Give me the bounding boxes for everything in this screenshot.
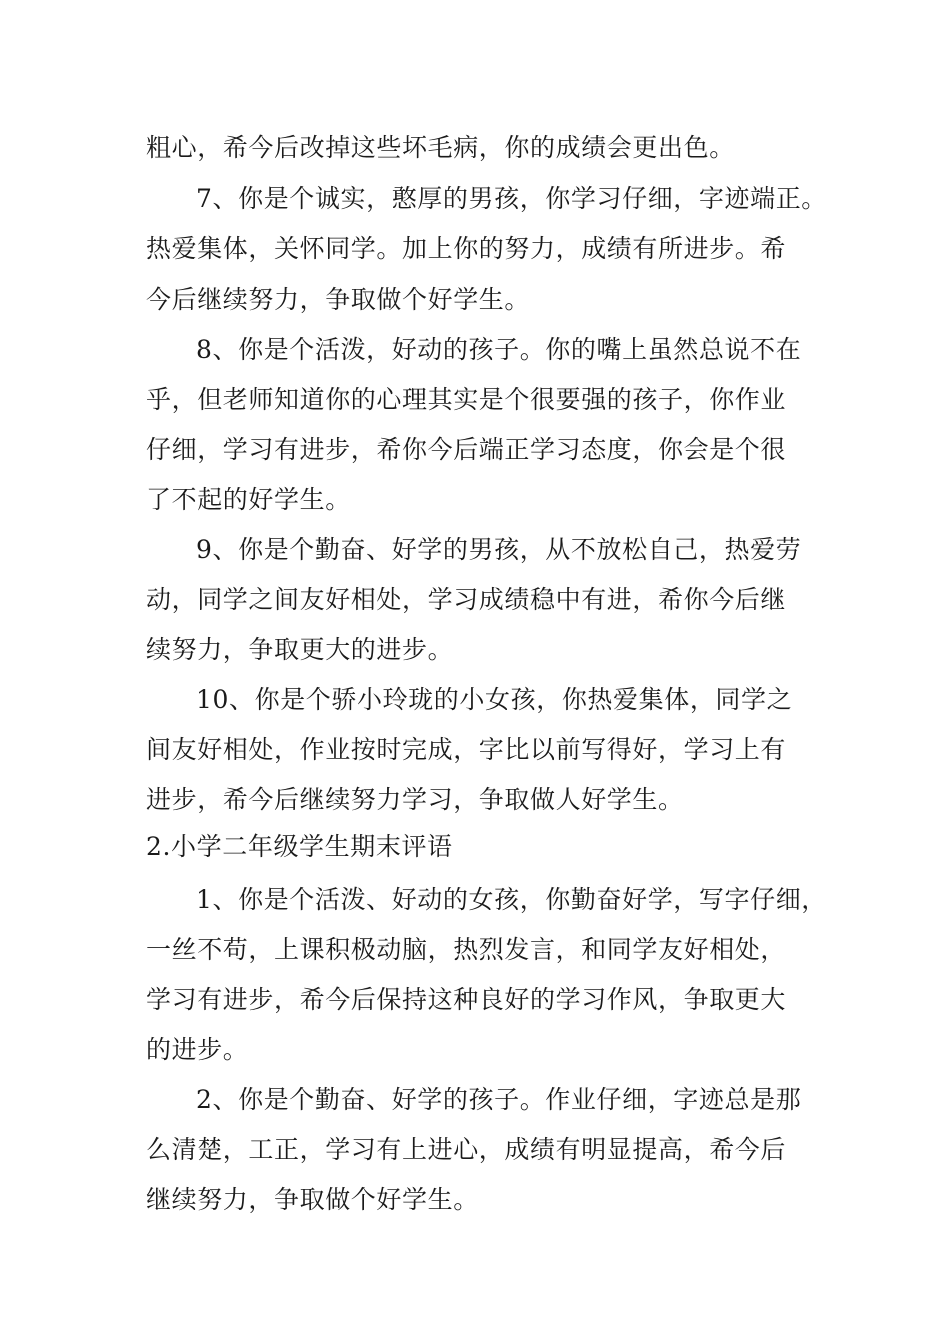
text-line: 的进步。 xyxy=(146,1035,249,1064)
text-line: 进步，希今后继续努力学习，争取做人好学生。 xyxy=(146,785,684,814)
text-line: 续努力，争取更大的进步。 xyxy=(146,635,454,664)
section-heading: 2.小学二年级学生期末评语 xyxy=(146,832,453,861)
text-line: 仔细，学习有进步，希你今后端正学习态度，你会是个很 xyxy=(146,435,787,464)
text-line: 动，同学之间友好相处，学习成绩稳中有进，希你今后继 xyxy=(146,585,787,614)
text-line: 继续努力，争取做个好学生。 xyxy=(146,1185,479,1214)
text-line: 粗心，希今后改掉这些坏毛病，你的成绩会更出色。 xyxy=(146,133,735,162)
text-line: 乎，但老师知道你的心理其实是个很要强的孩子，你作业 xyxy=(146,385,787,414)
text-line: 1、你是个活泼、好动的女孩，你勤奋好学，写字仔细， xyxy=(196,885,827,914)
text-line: 2、你是个勤奋、好学的孩子。作业仔细，字迹总是那 xyxy=(196,1085,802,1114)
text-line: 一丝不苟，上课积极动脑，热烈发言，和同学友好相处， xyxy=(146,935,787,964)
text-line: 8、你是个活泼，好动的孩子。你的嘴上虽然总说不在 xyxy=(196,335,802,364)
text-line: 9、你是个勤奋、好学的男孩，从不放松自己，热爱劳 xyxy=(196,535,802,564)
text-line: 么清楚，工正，学习有上进心，成绩有明显提高，希今后 xyxy=(146,1135,787,1164)
text-line: 7、你是个诚实，憨厚的男孩，你学习仔细，字迹端正。 xyxy=(196,184,827,213)
text-line: 学习有进步，希今后保持这种良好的学习作风，争取更大 xyxy=(146,985,787,1014)
text-line: 了不起的好学生。 xyxy=(146,485,351,514)
text-line: 10、你是个骄小玲珑的小女孩，你热爱集体，同学之 xyxy=(196,685,793,714)
text-line: 今后继续努力，争取做个好学生。 xyxy=(146,285,531,314)
text-line: 间友好相处，作业按时完成，字比以前写得好，学习上有 xyxy=(146,735,787,764)
text-line: 热爱集体，关怀同学。加上你的努力，成绩有所进步。希 xyxy=(146,234,787,263)
